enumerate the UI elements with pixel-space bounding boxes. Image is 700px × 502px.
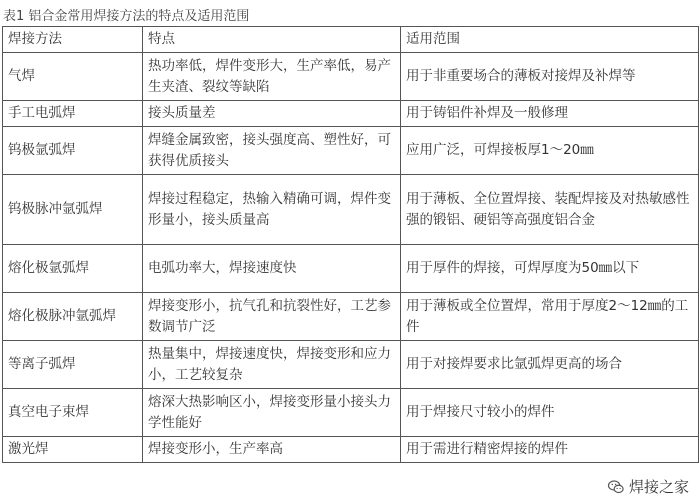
table-caption: 表1 铝合金常用焊接方法的特点及适用范围 [3, 9, 250, 24]
table-row [3, 245, 699, 293]
cell-features: 熔深大热影响区小，焊接变形量小接头力学性能好 [143, 389, 401, 437]
cell-method: 激光焊 [3, 437, 143, 463]
table-row [3, 53, 699, 101]
cell-scope: 用于薄板、全位置焊接、装配焊接及对热敏感性强的锻铝、硬铝等高强度铝合金 [401, 175, 699, 245]
cell-features: 焊接变形小，抗气孔和抗裂性好，工艺参数调节广泛 [143, 293, 401, 341]
cell-features: 热量集中，焊接速度快，焊接变形和应力小，工艺较复杂 [143, 341, 401, 389]
cell-method: 熔化极氩弧焊 [3, 245, 143, 293]
table-row [3, 127, 699, 175]
cell-scope: 用于需进行精密焊接的焊件 [401, 437, 699, 463]
header-scope: 适用范围 [401, 27, 699, 53]
cell-scope: 应用广泛，可焊接板厚1～20㎜ [401, 127, 699, 175]
welding-methods-table [2, 26, 699, 463]
cell-method: 熔化极脉冲氩弧焊 [3, 293, 143, 341]
cell-scope: 用于铸铝件补焊及一般修理 [401, 101, 699, 127]
cell-method: 钨极脉冲氩弧焊 [3, 175, 143, 245]
header-features: 特点 [143, 27, 401, 53]
cell-features: 电弧功率大，焊接速度快 [143, 245, 401, 293]
table-row [3, 101, 699, 127]
cell-scope: 用于薄板或全位置焊，常用于厚度2～12㎜的工件 [401, 293, 699, 341]
cell-method: 手工电弧焊 [3, 101, 143, 127]
cell-method: 钨极氩弧焊 [3, 127, 143, 175]
cell-scope: 用于对接焊要求比氩弧焊更高的场合 [401, 341, 699, 389]
watermark [604, 475, 692, 498]
cell-method: 气焊 [3, 53, 143, 101]
watermark-text: 焊接之家 [628, 478, 689, 496]
cell-scope: 用于非重要场合的薄板对接焊及补焊等 [401, 53, 699, 101]
cell-features: 接头质量差 [143, 101, 401, 127]
table-row [3, 293, 699, 341]
cell-features: 焊缝金属致密，接头强度高、塑性好，可获得优质接头 [143, 127, 401, 175]
table-row [3, 175, 699, 245]
wechat-icon [607, 478, 625, 496]
header-method: 焊接方法 [3, 27, 143, 53]
table-header-row [3, 27, 699, 53]
table-row [3, 437, 699, 463]
cell-features: 焊接过程稳定，热输入精确可调，焊件变形量小，接头质量高 [143, 175, 401, 245]
cell-method: 等离子弧焊 [3, 341, 143, 389]
cell-features: 热功率低，焊件变形大，生产率低，易产生夹渣、裂纹等缺陷 [143, 53, 401, 101]
cell-scope: 用于厚件的焊接，可焊厚度为50㎜以下 [401, 245, 699, 293]
table-row [3, 389, 699, 437]
cell-method: 真空电子束焊 [3, 389, 143, 437]
cell-scope: 用于焊接尺寸较小的焊件 [401, 389, 699, 437]
cell-features: 焊接变形小，生产率高 [143, 437, 401, 463]
table-row [3, 341, 699, 389]
